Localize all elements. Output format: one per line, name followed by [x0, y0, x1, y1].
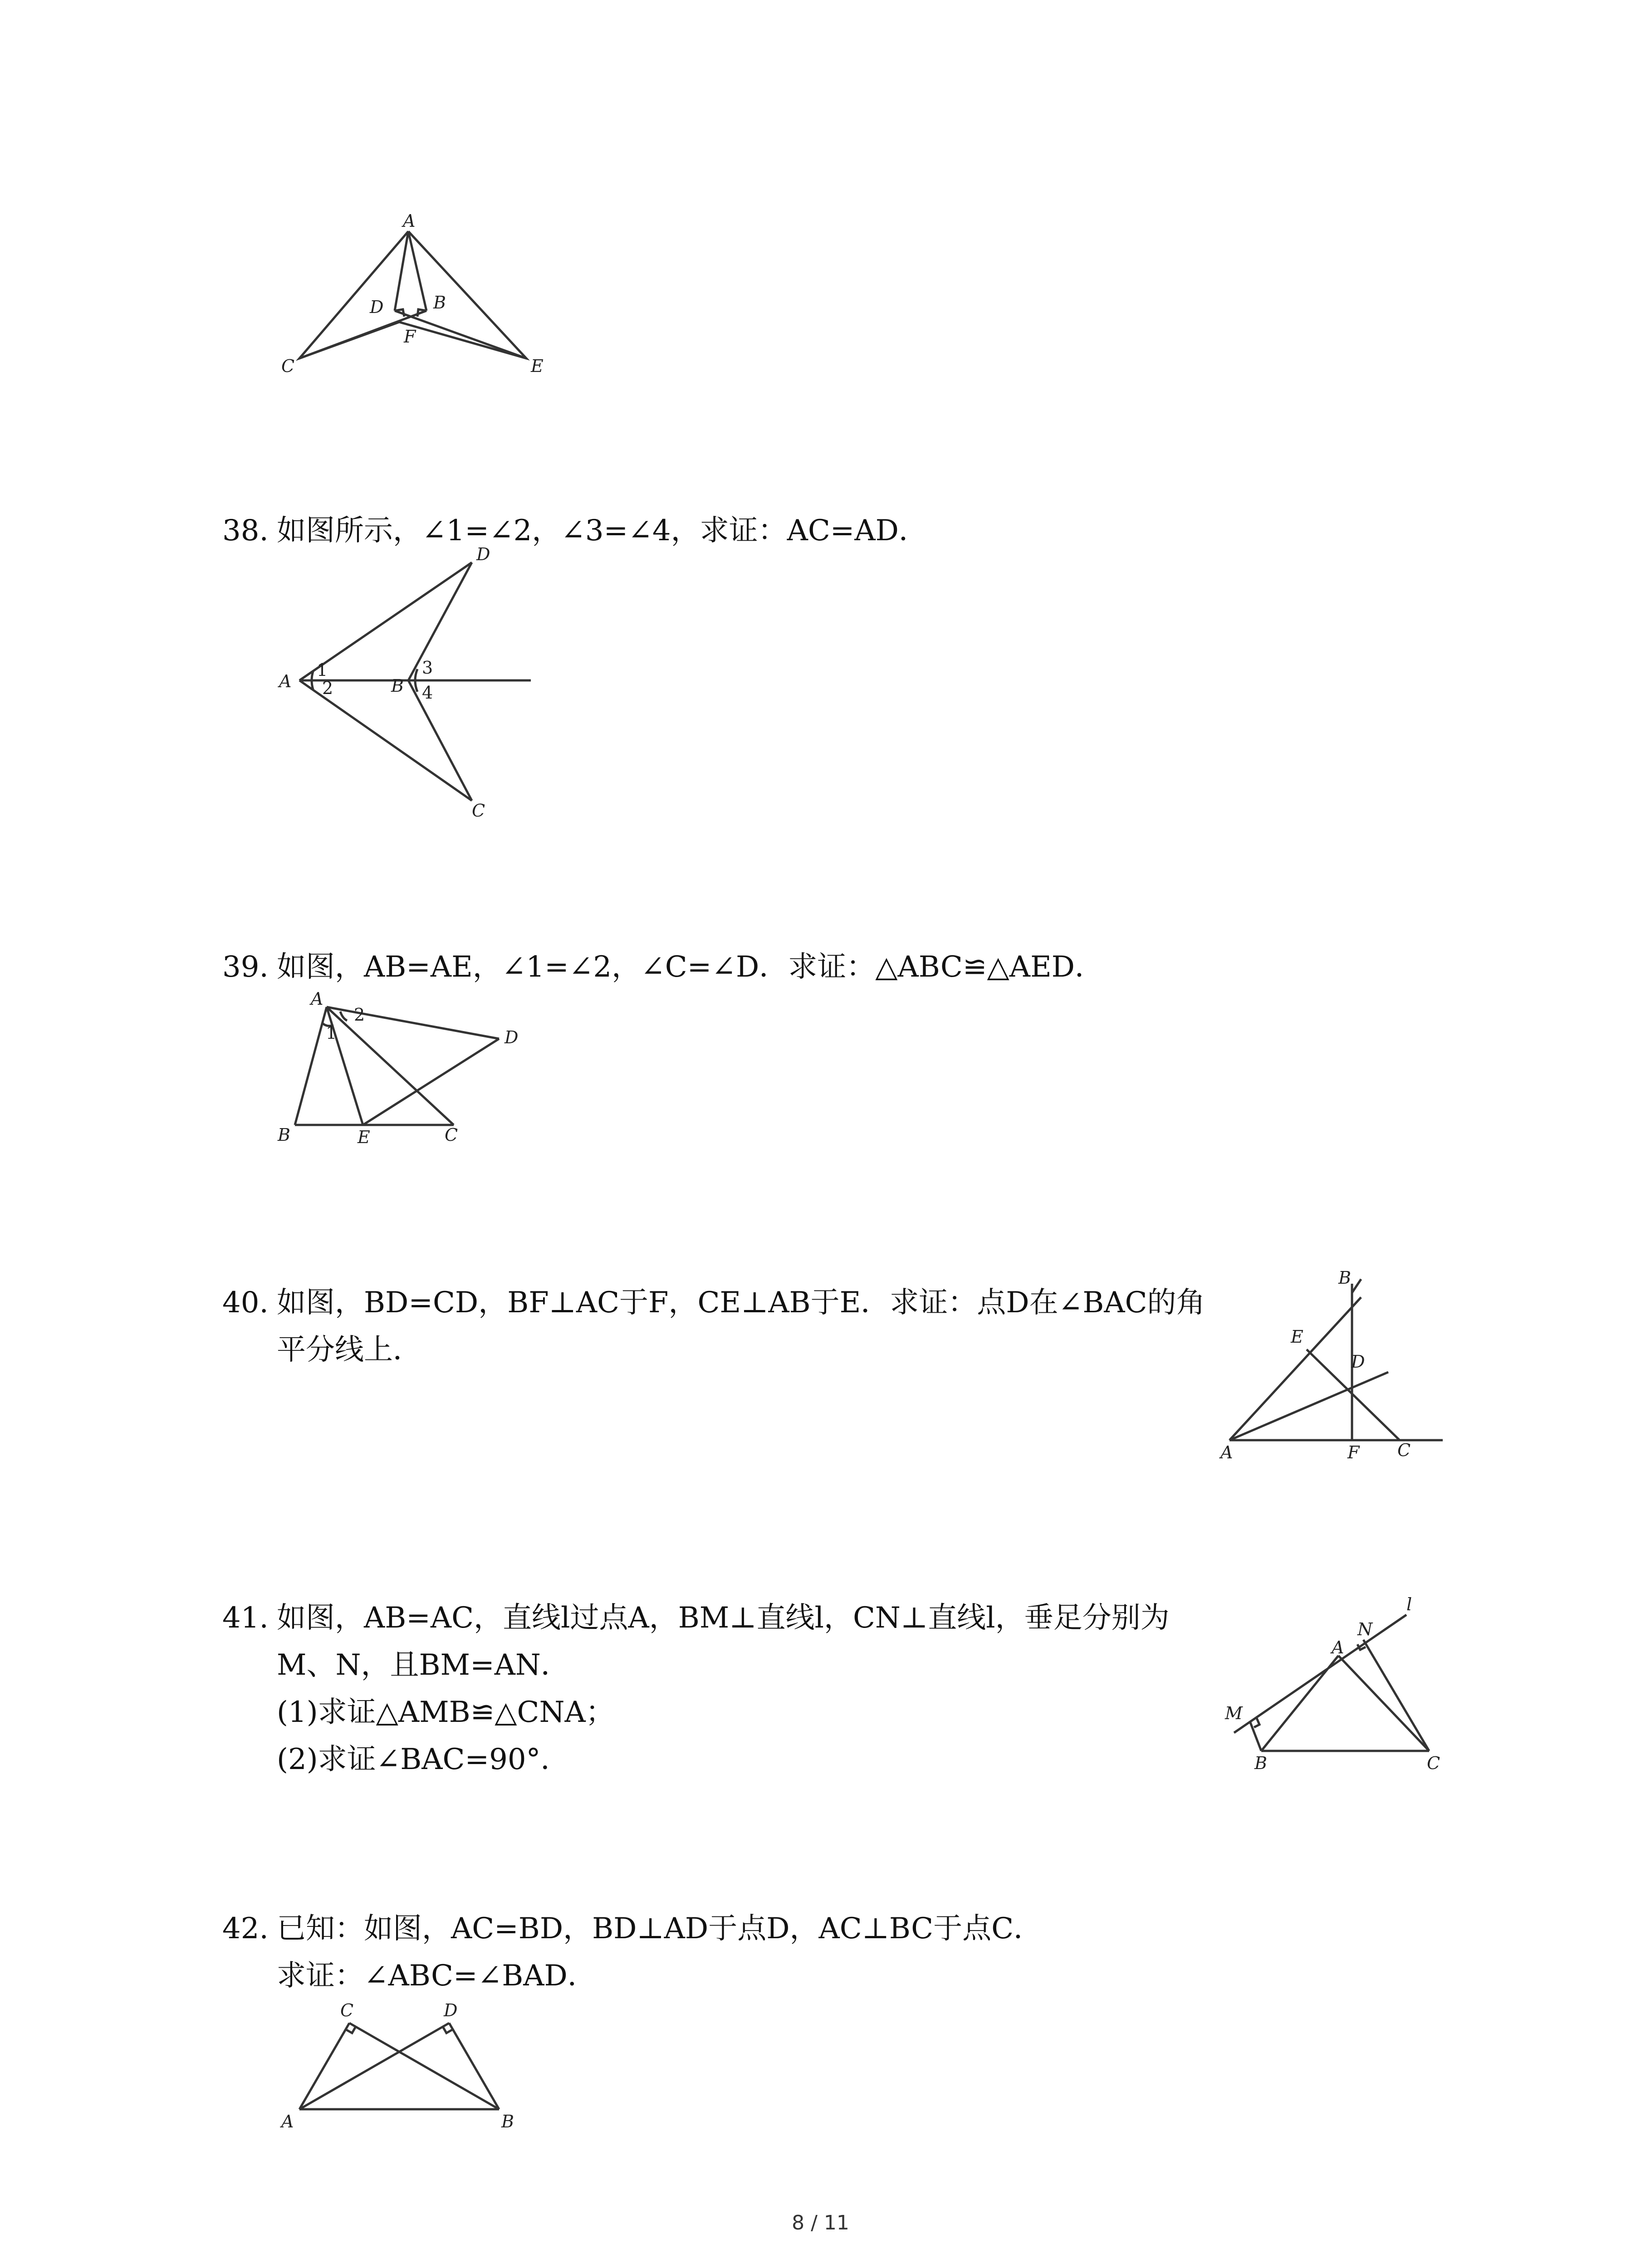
problem-text: 已知：如图，AC=BD，BD⊥AD于点D，AC⊥BC于点C． [277, 1912, 1043, 1945]
label-B: B [433, 293, 446, 313]
label-D: D [1351, 1352, 1365, 1372]
label-C: C [340, 2000, 354, 2020]
angle-2: 2 [354, 1005, 365, 1025]
problem-number: 42. [222, 1912, 269, 1945]
figure-38 [272, 544, 554, 827]
label-B: B [501, 2112, 514, 2131]
page-number: 8 / 11 [792, 2211, 849, 2234]
problem-number: 39. [222, 950, 269, 984]
label-F: F [1347, 1442, 1360, 1462]
label-N: N [1357, 1619, 1373, 1639]
problem-text-line2: 求证：∠ABC=∠BAD． [277, 1959, 597, 1993]
label-E: E [531, 356, 544, 376]
problem-number: 40. [222, 1286, 269, 1320]
problem-42 [222, 1905, 1043, 1999]
angle-4: 4 [422, 683, 433, 703]
label-D: D [505, 1027, 519, 1047]
problem-number: 41. [222, 1601, 269, 1635]
label-A: A [281, 2112, 294, 2131]
problem-text: 如图，AB=AC，直线l过点A，BM⊥直线l，CN⊥直线l，垂足分别为 [277, 1601, 1170, 1635]
angle-2: 2 [322, 678, 333, 698]
label-A: A [1332, 1637, 1344, 1657]
problem-text-line3: (1)求证△AMB≌△CNA； [277, 1696, 615, 1729]
label-A: A [1220, 1442, 1233, 1462]
figure-42 [272, 1996, 526, 2143]
angle-3: 3 [422, 658, 433, 678]
figure-39 [272, 989, 544, 1154]
problem-text: 如图所示，∠1=∠2，∠3=∠4，求证：AC=AD． [277, 514, 928, 547]
angle-1: 1 [317, 660, 328, 680]
problem-text-line4: (2)求证∠BAC=90°． [277, 1743, 570, 1776]
label-D: D [370, 297, 384, 317]
problem-number: 38. [222, 514, 269, 547]
label-C: C [281, 356, 295, 376]
label-B: B [1254, 1753, 1267, 1773]
angle-1: 1 [326, 1023, 337, 1043]
problem-41 [222, 1594, 1170, 1783]
problem-text: 如图，AB=AE，∠1=∠2，∠C=∠D．求证：△ABC≌△AED． [277, 950, 1104, 984]
figure-41 [1216, 1594, 1452, 1780]
label-C: C [1397, 1440, 1411, 1460]
label-B: B [1338, 1268, 1351, 1288]
problem-text: 如图，BD=CD，BF⊥AC于F，CE⊥AB于E．求证：点D在∠BAC的角 [277, 1286, 1205, 1320]
label-D: D [444, 2000, 458, 2020]
label-A: A [403, 211, 416, 231]
label-C: C [1427, 1753, 1440, 1773]
problem-40 [222, 1279, 1205, 1374]
label-A: A [311, 989, 323, 1009]
label-l: l [1406, 1594, 1412, 1614]
label-A: A [279, 671, 292, 691]
label-B: B [278, 1125, 290, 1145]
figure-40 [1216, 1270, 1452, 1471]
label-C: C [445, 1125, 458, 1145]
label-D: D [476, 544, 490, 564]
figure-37 [272, 211, 563, 383]
problem-text-line2: M、N，且BM=AN． [277, 1648, 570, 1682]
label-C: C [472, 801, 485, 821]
label-F: F [404, 327, 416, 347]
problem-text-line2: 平分线上． [277, 1333, 422, 1367]
label-E: E [1291, 1327, 1303, 1347]
label-E: E [358, 1127, 370, 1147]
problem-39 [222, 943, 1104, 991]
label-M: M [1225, 1703, 1243, 1723]
label-B: B [391, 676, 404, 696]
